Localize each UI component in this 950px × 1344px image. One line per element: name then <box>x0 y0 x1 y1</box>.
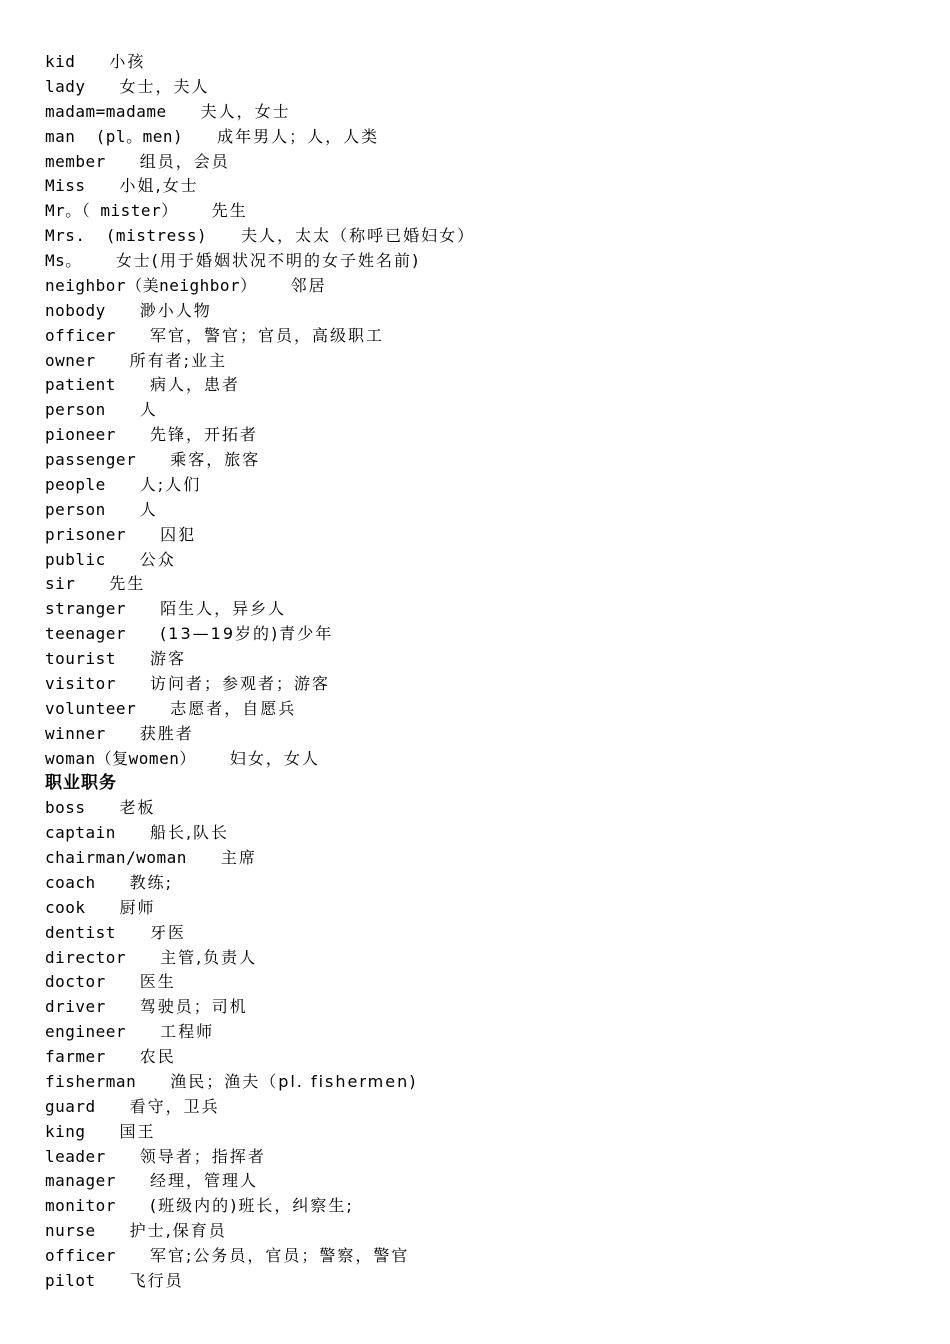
chinese-translation: 组员，会员 <box>139 151 230 171</box>
english-word: tourist <box>45 649 116 668</box>
english-word: nobody <box>45 300 106 320</box>
vocab-entry <box>45 249 925 274</box>
chinese-translation: 国王 <box>119 1121 156 1141</box>
chinese-translation: 妇女，女人 <box>229 748 320 768</box>
english-word: dentist <box>45 922 116 942</box>
chinese-translation: 成年男人；人，人类 <box>217 126 380 146</box>
vocab-entry <box>45 473 925 498</box>
chinese-translation: (13—19岁的)青少年 <box>160 624 334 644</box>
vocab-entry <box>45 274 925 299</box>
vocab-entry <box>45 622 925 647</box>
vocab-entry <box>45 448 925 473</box>
chinese-translation: 所有者;业主 <box>129 350 228 370</box>
english-word: winner <box>45 723 106 743</box>
english-word: Miss <box>45 176 86 196</box>
vocab-entry <box>45 747 925 772</box>
vocab-entry <box>45 100 925 125</box>
vocab-entry <box>45 199 925 224</box>
vocab-entry <box>45 597 925 622</box>
vocab-entry <box>45 1145 925 1170</box>
vocab-entry <box>45 75 925 100</box>
chinese-translation: 获胜者 <box>139 723 194 743</box>
english-word: leader <box>45 1146 106 1166</box>
english-word: nurse <box>45 1221 96 1241</box>
chinese-translation: 军官;公务员，官员；警察，警官 <box>149 1246 410 1265</box>
vocabulary-page <box>45 50 925 1294</box>
vocab-entry <box>45 1169 925 1194</box>
chinese-translation: 人 <box>139 400 158 420</box>
chinese-translation: 夫人，太太（称呼已婚妇女） <box>241 226 476 246</box>
english-word: director <box>45 947 127 967</box>
english-word: manager <box>45 1171 116 1191</box>
chinese-translation: 夫人，女士 <box>200 101 291 121</box>
vocab-entry <box>45 1020 925 1045</box>
english-word: officer <box>45 1246 116 1265</box>
english-word: person <box>45 499 106 519</box>
chinese-translation: 小孩 <box>109 52 146 71</box>
vocab-entry <box>45 821 925 846</box>
english-word: fisherman <box>45 1071 137 1091</box>
english-word: passenger <box>45 450 137 469</box>
chinese-translation: 渺小人物 <box>139 300 212 320</box>
chinese-translation: 先生 <box>211 201 248 221</box>
english-word: driver <box>45 997 106 1017</box>
vocab-entry <box>45 349 925 374</box>
section-heading: 职业职务 <box>45 773 117 794</box>
english-word: king <box>45 1121 86 1141</box>
chinese-translation: 先锋，开拓者 <box>149 425 258 445</box>
chinese-translation: 教练; <box>129 872 174 892</box>
chinese-translation: 女士(用于婚姻状况不明的女子姓名前) <box>115 251 421 270</box>
english-word: lady <box>45 76 86 96</box>
english-word: Ms。 <box>45 251 82 270</box>
people-vocab-list <box>45 50 925 771</box>
vocab-entry <box>45 1070 925 1095</box>
chinese-translation: 女士，夫人 <box>119 76 210 96</box>
chinese-translation: 农民 <box>139 1047 176 1066</box>
english-word: engineer <box>45 1022 127 1042</box>
chinese-translation: 访问者；参观者；游客 <box>149 673 330 693</box>
english-word: chairman/woman <box>45 848 187 867</box>
english-word: visitor <box>45 673 116 693</box>
english-word: pilot <box>45 1270 96 1290</box>
vocab-entry <box>45 1120 925 1145</box>
chinese-translation: 人 <box>139 499 158 519</box>
chinese-translation: 先生 <box>109 574 146 594</box>
vocab-entry <box>45 647 925 672</box>
english-word: patient <box>45 375 116 395</box>
vocab-entry <box>45 1219 925 1244</box>
chinese-translation: 飞行员 <box>129 1270 184 1290</box>
english-word: person <box>45 400 106 420</box>
vocab-entry <box>45 224 925 249</box>
english-word: volunteer <box>45 698 137 718</box>
english-word: cook <box>45 897 86 917</box>
vocab-entry <box>45 572 925 597</box>
english-word: Mr。（ mister） <box>45 201 178 221</box>
vocab-entry <box>45 722 925 747</box>
chinese-translation: 乘客，旅客 <box>170 450 261 469</box>
vocab-entry <box>45 697 925 722</box>
english-word: pioneer <box>45 425 116 445</box>
chinese-translation: 邻居 <box>290 275 327 295</box>
vocab-entry <box>45 498 925 523</box>
chinese-translation: 看守，卫兵 <box>129 1096 220 1116</box>
chinese-translation: 驾驶员；司机 <box>139 997 248 1017</box>
vocab-entry <box>45 548 925 573</box>
english-word: guard <box>45 1096 96 1116</box>
chinese-translation: 老板 <box>119 798 156 818</box>
english-word: farmer <box>45 1047 106 1066</box>
english-word: boss <box>45 798 86 818</box>
chinese-translation: 牙医 <box>149 922 186 942</box>
chinese-translation: 病人，患者 <box>149 375 240 395</box>
english-word: neighbor（美neighbor） <box>45 275 257 295</box>
vocab-entry <box>45 946 925 971</box>
chinese-translation: 医生 <box>139 972 176 992</box>
english-word: teenager <box>45 624 127 644</box>
vocab-entry <box>45 523 925 548</box>
chinese-translation: (班级内的)班长，纠察生; <box>149 1196 354 1216</box>
vocab-entry <box>45 423 925 448</box>
vocab-entry <box>45 324 925 349</box>
chinese-translation: 军官，警官；官员，高级职工 <box>149 325 384 345</box>
english-word: man (pl。men) <box>45 126 184 146</box>
vocab-entry <box>45 50 925 75</box>
chinese-translation: 护士,保育员 <box>129 1221 227 1241</box>
vocab-entry <box>45 970 925 995</box>
english-word: stranger <box>45 599 127 619</box>
vocab-entry <box>45 921 925 946</box>
vocab-entry <box>45 398 925 423</box>
chinese-translation: 经理，管理人 <box>149 1171 258 1191</box>
vocab-entry <box>45 150 925 175</box>
vocab-entry <box>45 1194 925 1219</box>
english-word: kid <box>45 52 76 71</box>
chinese-translation: 船长,队长 <box>149 823 230 843</box>
english-word: member <box>45 151 106 171</box>
english-word: madam=madame <box>45 101 167 121</box>
chinese-translation: 游客 <box>149 649 186 668</box>
vocab-entry <box>45 373 925 398</box>
vocab-entry <box>45 796 925 821</box>
vocab-entry <box>45 1269 925 1294</box>
chinese-translation: 人;人们 <box>139 474 202 494</box>
chinese-translation: 主席 <box>220 848 257 867</box>
english-word: coach <box>45 872 96 892</box>
vocab-entry <box>45 871 925 896</box>
chinese-translation: 公众 <box>139 549 176 569</box>
vocab-entry <box>45 896 925 921</box>
vocab-entry <box>45 1045 925 1070</box>
chinese-translation: 小姐,女士 <box>119 176 199 196</box>
vocab-entry <box>45 125 925 150</box>
jobs-vocab-list <box>45 796 925 1294</box>
english-word: captain <box>45 823 116 843</box>
chinese-translation: 陌生人，异乡人 <box>160 599 287 619</box>
english-word: sir <box>45 574 76 594</box>
english-word: prisoner <box>45 524 127 544</box>
english-word: owner <box>45 350 96 370</box>
chinese-translation: 工程师 <box>160 1022 215 1042</box>
chinese-translation: 领导者；指挥者 <box>139 1146 266 1166</box>
chinese-translation: 志愿者，自愿兵 <box>170 698 297 718</box>
vocab-entry <box>45 995 925 1020</box>
vocab-entry <box>45 846 925 871</box>
vocab-entry <box>45 672 925 697</box>
english-word: public <box>45 549 106 569</box>
english-word: doctor <box>45 972 106 992</box>
vocab-entry <box>45 1244 925 1269</box>
chinese-translation: 囚犯 <box>160 524 197 544</box>
vocab-entry <box>45 299 925 324</box>
chinese-translation: 主管,负责人 <box>160 947 258 967</box>
english-word: Mrs. (mistress) <box>45 226 208 246</box>
english-word: monitor <box>45 1196 116 1216</box>
english-word: people <box>45 474 106 494</box>
vocab-entry <box>45 174 925 199</box>
english-word: woman（复women） <box>45 748 196 768</box>
chinese-translation: 渔民；渔夫（pl. fishermen) <box>170 1071 418 1091</box>
vocab-entry <box>45 1095 925 1120</box>
english-word: officer <box>45 325 116 345</box>
chinese-translation: 厨师 <box>119 897 156 917</box>
